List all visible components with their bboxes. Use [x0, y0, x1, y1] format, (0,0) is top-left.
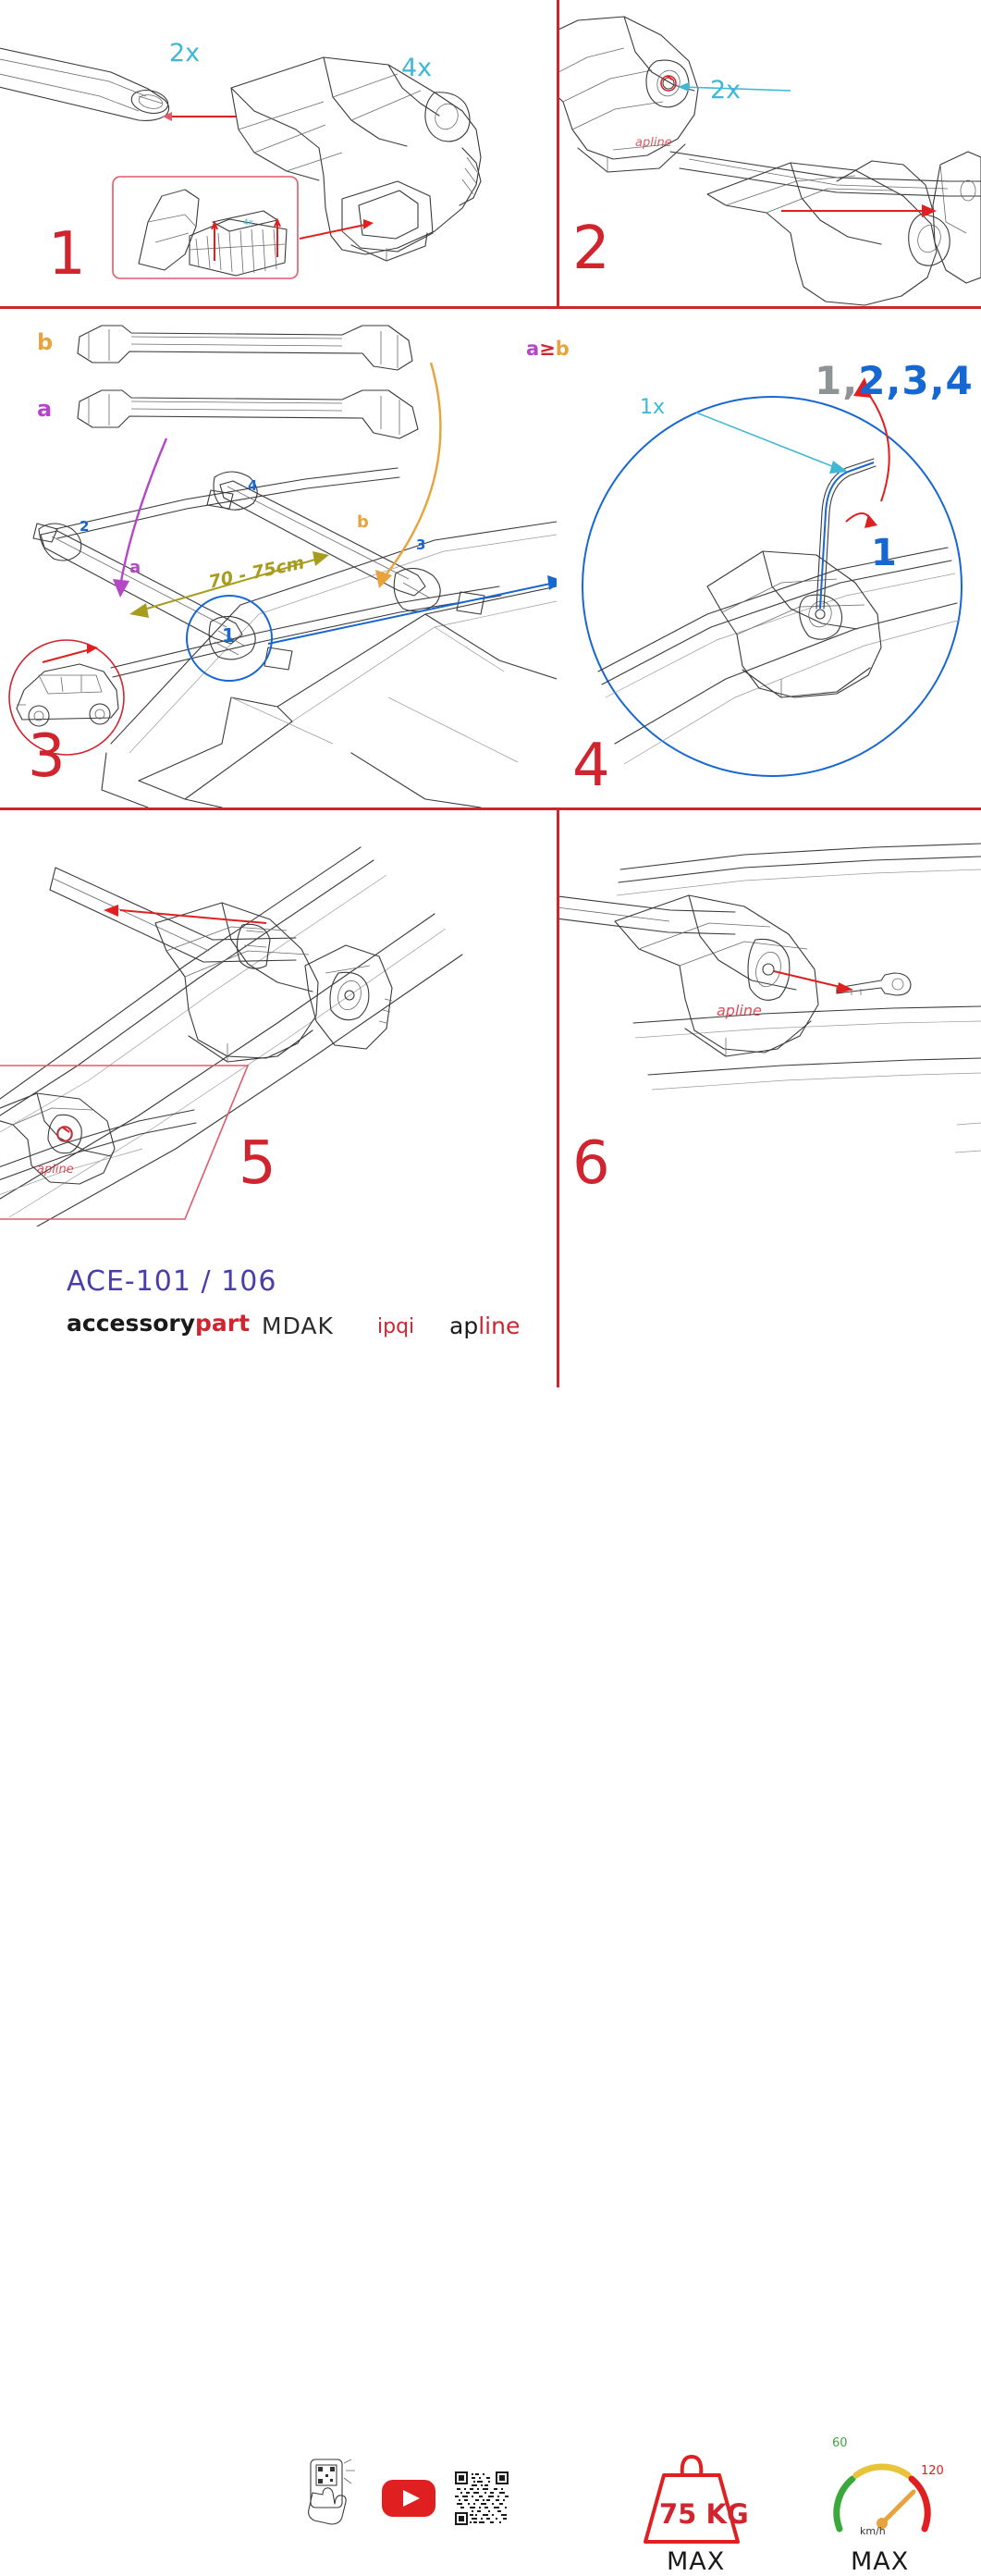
weight-limit-value: 75 KG — [659, 2498, 749, 2530]
svg-text:apline: apline — [37, 1163, 74, 1177]
step-1-panel — [0, 0, 557, 306]
distance-label-b: b — [357, 512, 369, 532]
step-6-panel — [559, 810, 981, 1226]
bar-label-b: b — [37, 329, 54, 355]
step-4-panel — [526, 309, 981, 807]
condition-a-ge-b — [526, 338, 570, 360]
qty-4x-foot: 4x — [401, 54, 433, 82]
tightening-order — [815, 358, 974, 403]
youtube-icon[interactable] — [381, 2479, 436, 2518]
svg-text:apline: apline — [635, 136, 672, 150]
step-2-panel — [559, 0, 981, 306]
qty-1x-tool: 1x — [640, 396, 666, 419]
step-number-6: 6 — [572, 1129, 611, 1198]
condition-b-label: b — [555, 338, 570, 360]
step-5-illustration — [0, 810, 557, 1226]
order-rest: 2,3,4 — [858, 358, 974, 403]
svg-text:apline: apline — [717, 1002, 762, 1019]
step-3-panel — [0, 309, 557, 807]
brand-accessorypart — [67, 1310, 250, 1337]
step-number-5: 5 — [239, 1129, 277, 1198]
brand-part-text: part — [195, 1310, 251, 1337]
gauge-tick-min: 60 — [832, 2436, 848, 2450]
step-number-3: 3 — [28, 722, 67, 791]
qr-code-icon — [455, 2471, 509, 2525]
order-first: 1, — [815, 358, 859, 403]
step-6-illustration — [559, 810, 981, 1226]
gauge-unit-label: km/h — [860, 2525, 886, 2537]
speed-max-label: MAX — [851, 2547, 910, 2576]
position-marker-1: 1 — [222, 624, 235, 647]
position-marker-2: 2 — [80, 518, 90, 535]
qr-hand-icon — [294, 2456, 362, 2528]
brand-line-text: line — [478, 1313, 521, 1339]
brand-ipqi: ipqi — [377, 1315, 415, 1338]
step-number-2: 2 — [572, 215, 611, 283]
svg-text:4x: 4x — [243, 218, 254, 228]
brand-mdak: MDAK — [262, 1313, 334, 1339]
step-number-1: 1 — [48, 220, 87, 289]
gauge-tick-max: 120 — [921, 2464, 944, 2478]
step-number-4: 4 — [572, 732, 611, 800]
condition-operator: ≥ — [539, 338, 556, 360]
qty-2x-screw: 2x — [710, 76, 742, 105]
weight-max-label: MAX — [667, 2547, 726, 2576]
distance-label-a: a — [129, 558, 141, 577]
model-number: ACE-101 / 106 — [67, 1265, 277, 1298]
dimension-70-75cm: 70 - 75cm — [206, 552, 307, 593]
qty-2x-endcap: 2x — [169, 39, 201, 68]
brand-accessory-text: accessory — [67, 1310, 196, 1337]
detail-number-1: 1 — [871, 532, 897, 574]
position-marker-3: 3 — [416, 536, 426, 553]
brand-apline — [449, 1313, 520, 1339]
bar-label-a: a — [37, 396, 53, 422]
brand-ap-text: ap — [449, 1313, 479, 1339]
step-2-illustration — [559, 0, 981, 306]
footer-panel — [0, 1230, 981, 2576]
condition-a-label: a — [526, 338, 540, 360]
position-marker-4: 4 — [248, 477, 258, 494]
step-5-panel — [0, 810, 557, 1226]
